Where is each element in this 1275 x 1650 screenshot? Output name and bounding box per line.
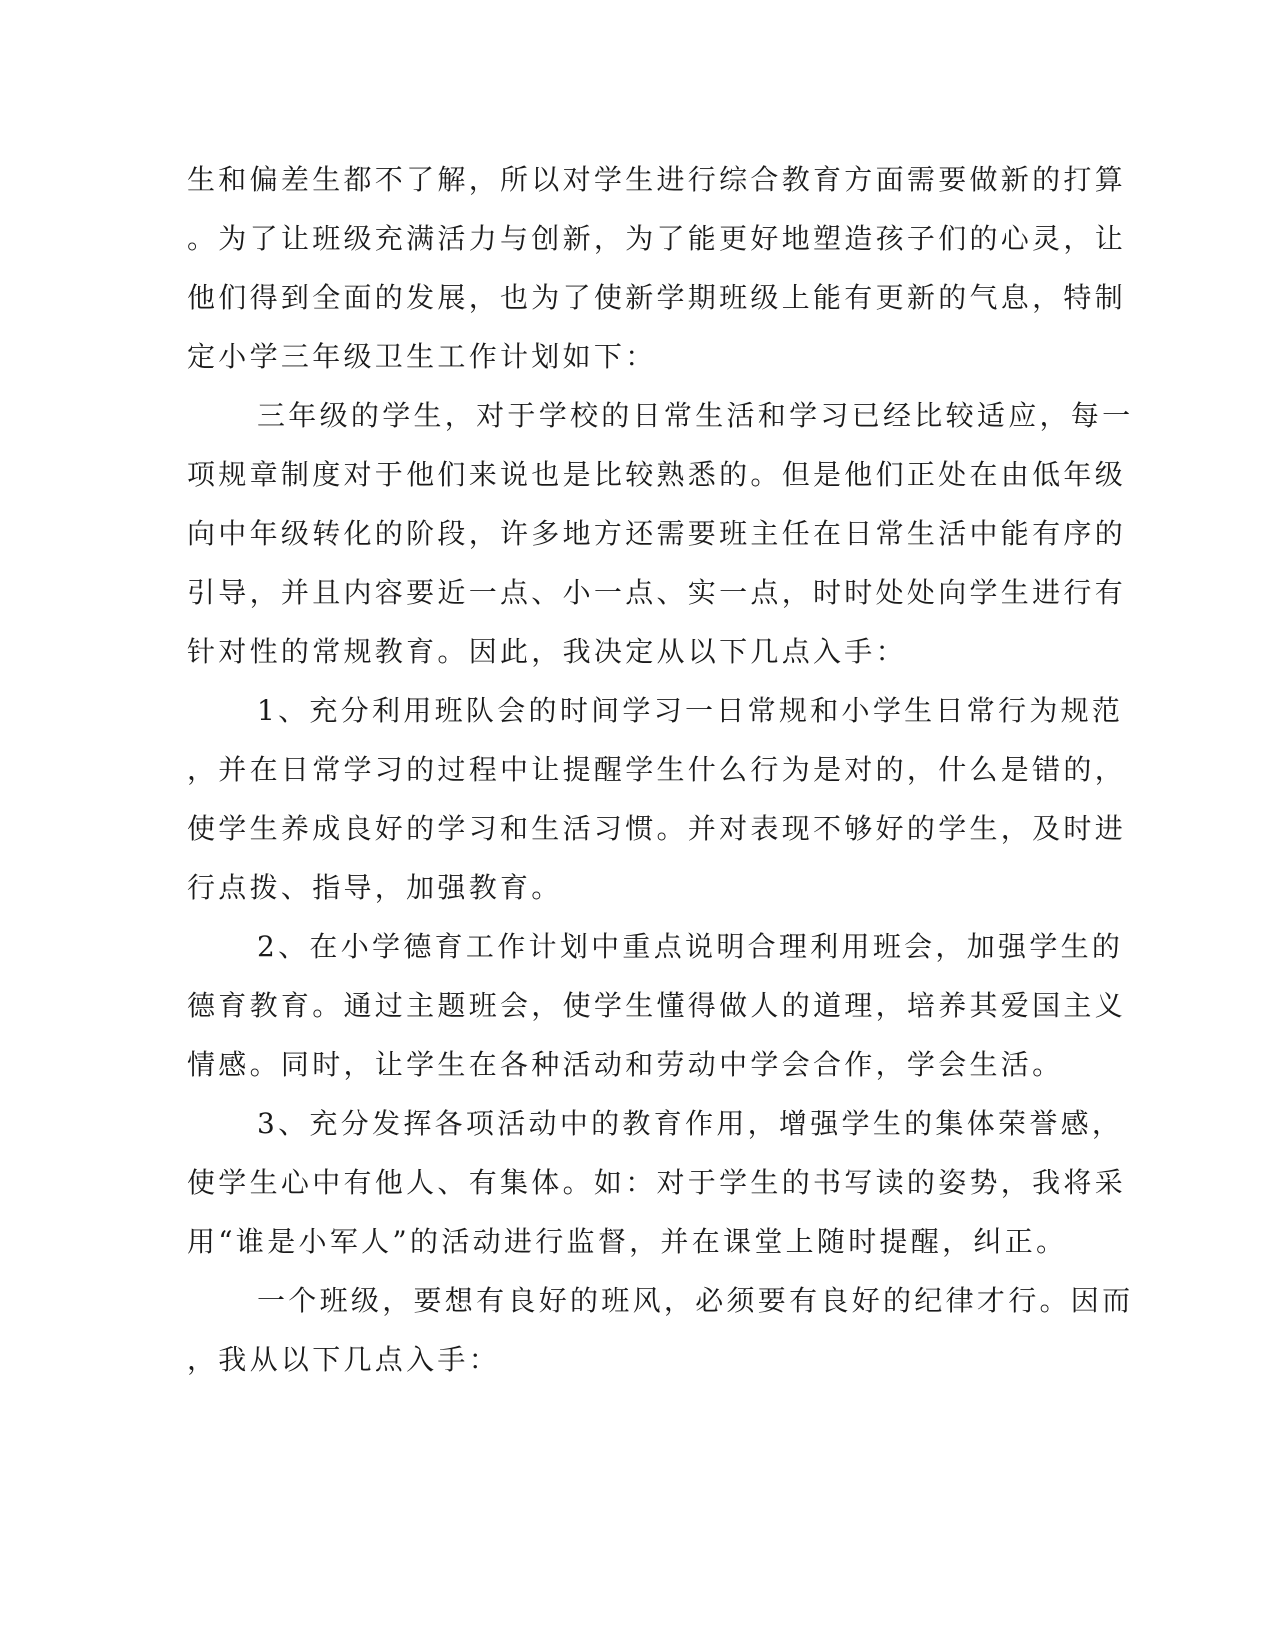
text-line: 引导，并且内容要近一点、小一点、实一点，时时处处向学生进行有 [187,576,1127,609]
text-line: 生和偏差生都不了解，所以对学生进行综合教育方面需要做新的打算 [187,163,1127,196]
text-line: 德育教育。通过主题班会，使学生懂得做人的道理，培养其爱国主义 [187,989,1127,1022]
text-line: 1、充分利用班队会的时间学习一日常规和小学生日常行为规范 [257,694,1124,727]
text-line: 向中年级转化的阶段，许多地方还需要班主任在日常生活中能有序的 [187,517,1127,550]
text-line: 他们得到全面的发展，也为了使新学期班级上能有更新的气息，特制 [187,281,1127,314]
text-line: 一个班级，要想有良好的班风，必须要有良好的纪律才行。因而 [257,1284,1134,1317]
text-line: ，我从以下几点入手： [187,1343,501,1376]
text-line: 2、在小学德育工作计划中重点说明合理利用班会，加强学生的 [257,930,1124,963]
text-line: 使学生养成良好的学习和生活习惯。并对表现不够好的学生，及时进 [187,812,1127,845]
text-line: 三年级的学生，对于学校的日常生活和学习已经比较适应，每一 [257,399,1134,432]
text-line: 针对性的常规教育。因此，我决定从以下几点入手： [187,635,907,668]
text-line: 3、充分发挥各项活动中的教育作用，增强学生的集体荣誉感， [257,1107,1124,1140]
text-line: 项规章制度对于他们来说也是比较熟悉的。但是他们正处在由低年级 [187,458,1127,491]
text-line: 情感。同时，让学生在各种活动和劳动中学会合作，学会生活。 [187,1048,1064,1081]
text-line: 使学生心中有他人、有集体。如：对于学生的书写读的姿势，我将采 [187,1166,1127,1199]
text-line: ，并在日常学习的过程中让提醒学生什么行为是对的，什么是错的， [187,753,1127,786]
text-line: 定小学三年级卫生工作计划如下： [187,340,657,373]
text-line: 用“谁是小军人”的活动进行监督，并在课堂上随时提醒，纠正。 [187,1225,1068,1258]
text-line: 。为了让班级充满活力与创新，为了能更好地塑造孩子们的心灵，让 [187,222,1127,255]
text-line: 行点拨、指导，加强教育。 [187,871,563,904]
